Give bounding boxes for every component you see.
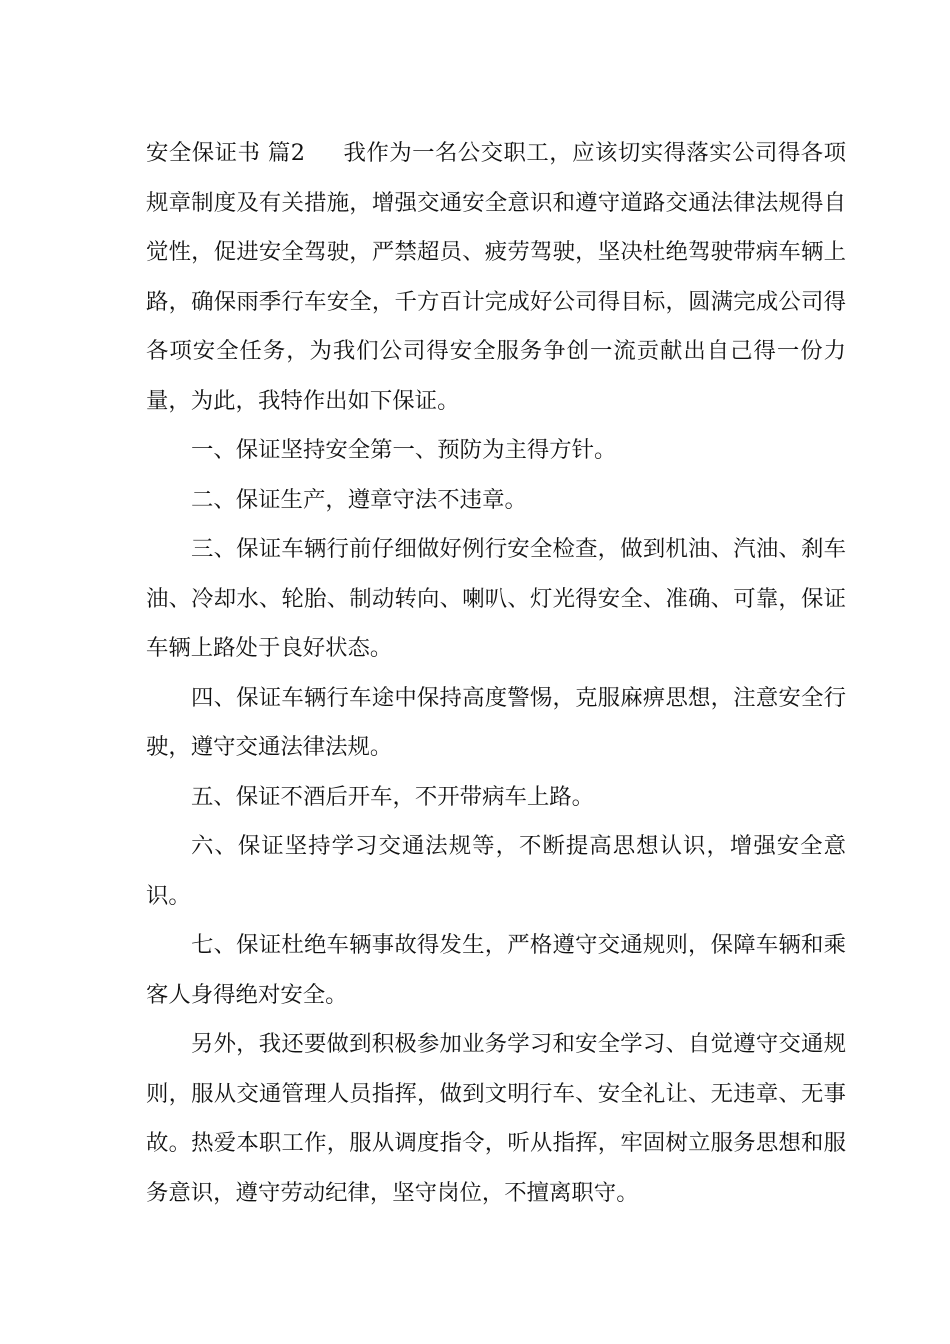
guarantee-item-4: 四、保证车辆行车途中保持高度警惕，克服麻痹思想，注意安全行驶，遵守交通法律法规。 bbox=[146, 684, 846, 760]
intro-paragraph bbox=[146, 129, 846, 426]
guarantee-item-7: 七、保证杜绝车辆事故得发生，严格遵守交通规则，保障车辆和乘客人身得绝对安全。 bbox=[146, 932, 846, 1008]
paragraph-text: 我作为一名公交职工，应该切实得落实公司得各项规章制度及有关措施，增强交通安全意识和遵守道路交通法律法规得自觉性，促进安全驾驶，严禁超员、疲劳驾驶，坚决杜绝驾驶带病车辆上路，确保雨季行车安全，千方百计完成好公司得目标，圆满完成公司得各项安全任务，为我们公司得安全服务争创一流贡献出自己得一份力量，为此，我特作出如下保证。 bbox=[146, 140, 846, 414]
guarantee-item-6: 六、保证坚持学习交通法规等，不断提高思想认识，增强安全意识。 bbox=[146, 833, 846, 909]
closing-paragraph: 另外，我还要做到积极参加业务学习和安全学习、自觉遵守交通规则，服从交通管理人员指挥，做到文明行车、安全礼让、无违章、无事故。热爱本职工作，服从调度指令，听从指挥，牢固树立服务思想和服务意识，遵守劳动纪律，坚守岗位，不擅离职守。 bbox=[146, 1031, 846, 1206]
guarantee-item-5: 五、保证不酒后开车，不开带病车上路。 bbox=[191, 783, 595, 810]
guarantee-item-1: 一、保证坚持安全第一、预防为主得方针。 bbox=[191, 437, 617, 463]
document-heading: 安全保证书 篇2 bbox=[146, 140, 306, 166]
document-body bbox=[146, 129, 846, 1218]
guarantee-item-3: 三、保证车辆行前仔细做好例行安全检查，做到机油、汽油、刹车油、冷却水、轮胎、制动转向、喇叭、灯光得安全、准确、可靠，保证车辆上路处于良好状态。 bbox=[146, 536, 846, 661]
guarantee-item-2: 二、保证生产，遵章守法不违章。 bbox=[191, 486, 527, 513]
